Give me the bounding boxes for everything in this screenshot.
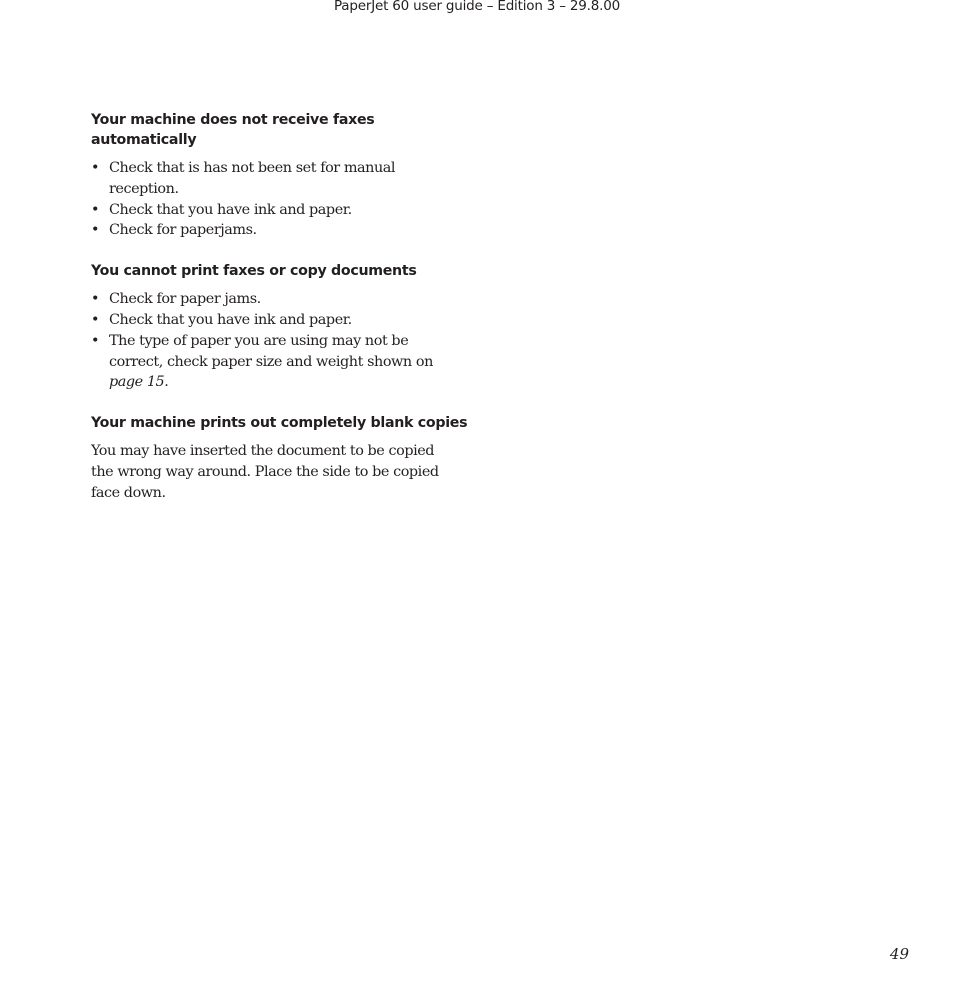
list-item bbox=[91, 220, 471, 241]
running-header: PaperJet 60 user guide – Edition 3 – 29.8.00 bbox=[333, 0, 621, 14]
body-paragraph bbox=[91, 441, 471, 503]
bullet-icon: • bbox=[91, 222, 100, 239]
section-blank-copies bbox=[91, 413, 471, 503]
item-text: Check that you have ink and paper. bbox=[109, 311, 352, 328]
list-item bbox=[91, 158, 471, 200]
section-heading: You cannot print faxes or copy documents bbox=[91, 263, 417, 280]
item-text: The type of paper you are using may not be bbox=[109, 332, 409, 349]
paragraph-line: the wrong way around. Place the side to be copied bbox=[91, 463, 439, 480]
heading-line: Your machine does not receive faxes bbox=[91, 112, 375, 128]
bullet-icon: • bbox=[91, 160, 100, 176]
troubleshooting-content bbox=[91, 110, 471, 524]
page-number: 49 bbox=[889, 945, 909, 963]
bullet-list bbox=[91, 158, 471, 241]
bullet-icon: • bbox=[91, 332, 100, 349]
list-item bbox=[91, 310, 471, 331]
list-item bbox=[91, 200, 471, 221]
section-heading bbox=[91, 110, 471, 150]
paragraph-line: You may have inserted the document to be copied bbox=[91, 443, 435, 460]
page-reference-link[interactable]: page 15 bbox=[109, 374, 165, 391]
section-cannot-print bbox=[91, 261, 471, 393]
list-item bbox=[91, 289, 471, 310]
paragraph-line: face down. bbox=[91, 484, 166, 501]
bullet-icon: • bbox=[91, 311, 100, 328]
item-text: Check for paper jams. bbox=[109, 291, 261, 308]
item-text: Check that you have ink and paper. bbox=[109, 201, 352, 218]
section-heading: Your machine prints out completely blank copies bbox=[91, 415, 468, 432]
item-text: reception. bbox=[109, 180, 179, 197]
list-item bbox=[91, 331, 471, 393]
section-no-auto-receive bbox=[91, 110, 471, 241]
item-text: correct, check paper size and weight shown on bbox=[109, 353, 433, 370]
item-text: Check for paperjams. bbox=[109, 222, 257, 239]
item-text: Check that is has not been set for manual bbox=[109, 160, 396, 176]
bullet-icon: • bbox=[91, 291, 100, 308]
bullet-list bbox=[91, 289, 471, 393]
bullet-icon: • bbox=[91, 201, 100, 218]
heading-line: automatically bbox=[91, 132, 197, 148]
item-text: . bbox=[164, 374, 169, 391]
